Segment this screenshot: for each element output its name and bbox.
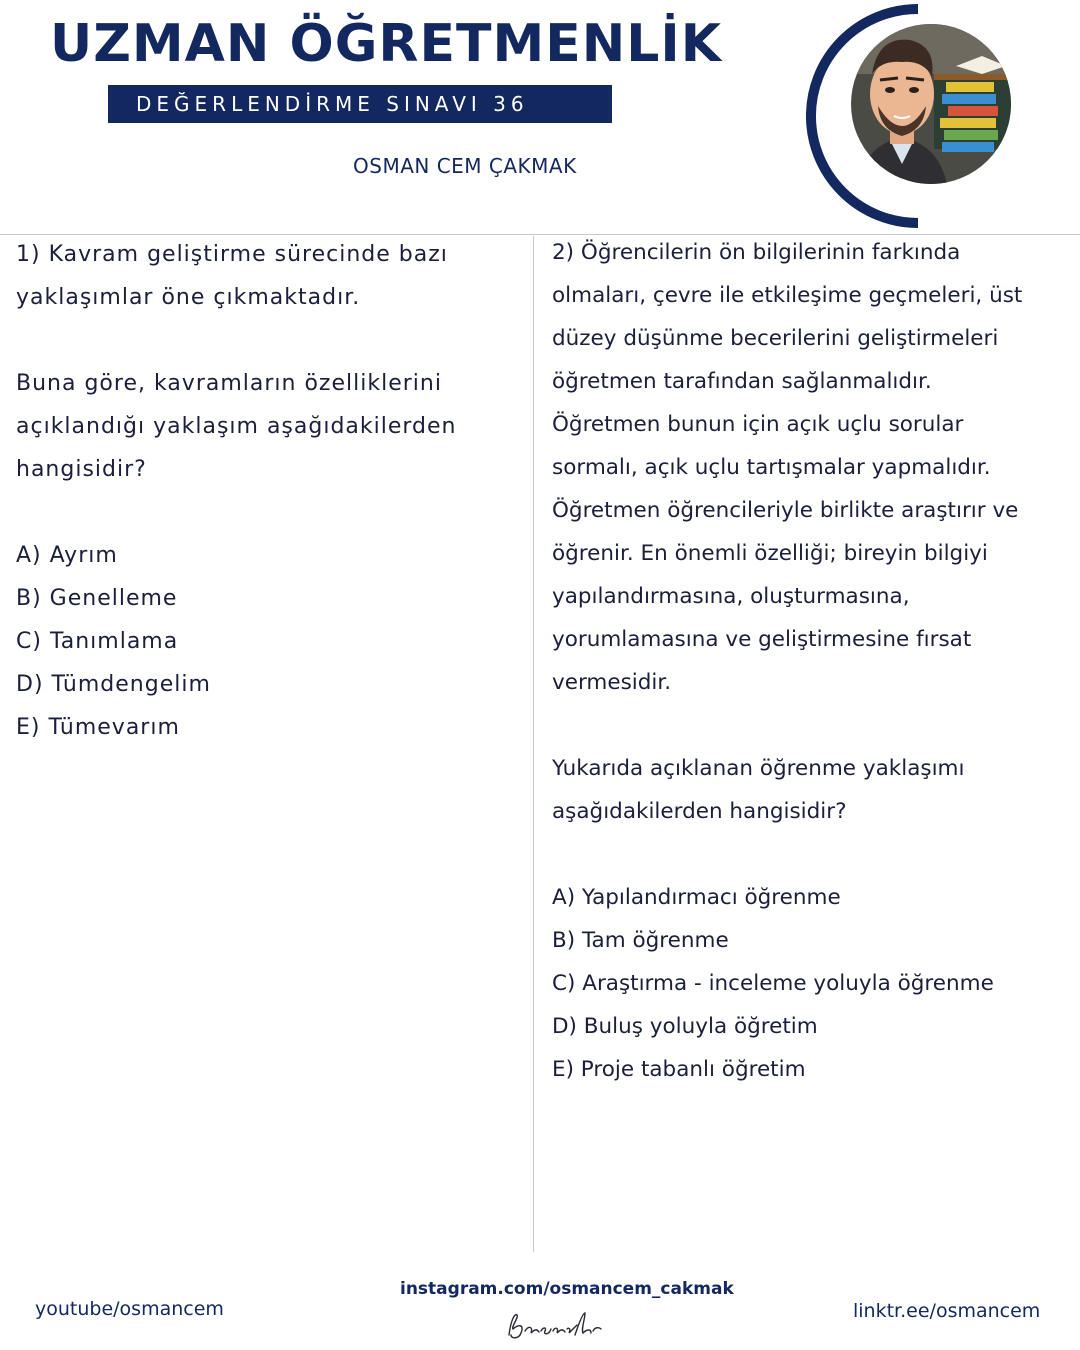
blank-line: [16, 319, 521, 362]
blank-line: [552, 833, 1072, 876]
question-2: [552, 231, 1072, 1091]
question-2-stem-line: vermesidir.: [552, 670, 672, 695]
question-2-stem-line: aşağıdakilerden hangisidir?: [552, 799, 847, 824]
handwritten-signature: [505, 1305, 605, 1345]
question-2-stem-line: Öğretmen bunun için açık uçlu sorular: [552, 412, 964, 437]
blank-line: [552, 704, 1072, 747]
question-1-stem-line: açıklandığı yaklaşım aşağıdakilerden: [16, 414, 457, 439]
question-2-option-c: C) Araştırma - inceleme yoluyla öğrenme: [552, 971, 994, 996]
instagram-link[interactable]: instagram.com/osmancem_cakmak: [400, 1279, 734, 1299]
question-2-option-d: D) Buluş yoluyla öğretim: [552, 1014, 818, 1039]
author-avatar: [806, 4, 1020, 228]
question-1-option-b: B) Genelleme: [16, 586, 178, 611]
blank-line: [16, 491, 521, 534]
page-title: UZMAN ÖĞRETMENLİK: [50, 14, 723, 74]
question-1-option-c: C) Tanımlama: [16, 629, 179, 654]
question-1-stem-line: 1) Kavram geliştirme sürecinde bazı: [16, 242, 448, 267]
question-1-option-a: A) Ayrım: [16, 543, 118, 568]
linktree-link[interactable]: linktr.ee/osmancem: [853, 1300, 1041, 1322]
column-divider: [533, 236, 534, 1252]
question-1-stem-line: Buna göre, kavramların özelliklerini: [16, 371, 442, 396]
question-2-stem-line: sormalı, açık uçlu tartışmalar yapmalıdır.: [552, 455, 991, 480]
question-2-stem-line: yapılandırmasına, oluşturmasına,: [552, 584, 910, 609]
question-2-stem-line: yorumlamasına ve geliştirmesine fırsat: [552, 627, 972, 652]
question-2-stem-line: Öğretmen öğrencileriyle birlikte araştırır ve: [552, 498, 1019, 523]
question-2-option-e: E) Proje tabanlı öğretim: [552, 1057, 806, 1082]
question-2-stem-line: öğretmen tarafından sağlanmalıdır.: [552, 369, 932, 394]
question-2-stem-line: Yukarıda açıklanan öğrenme yaklaşımı: [552, 756, 965, 781]
exam-subtitle-banner: DEĞERLENDİRME SINAVI 36: [108, 85, 612, 123]
question-2-option-b: B) Tam öğrenme: [552, 928, 729, 953]
question-2-stem-line: olmaları, çevre ile etkileşime geçmeleri, üst: [552, 283, 1023, 308]
question-1-stem-line: yaklaşımlar öne çıkmaktadır.: [16, 285, 361, 310]
author-name: OSMAN CEM ÇAKMAK: [353, 154, 577, 178]
question-1: [16, 233, 521, 749]
question-2-stem-line: düzey düşünme becerilerini geliştirmeleri: [552, 326, 999, 351]
youtube-link[interactable]: youtube/osmancem: [35, 1298, 224, 1320]
question-1-option-e: E) Tümevarım: [16, 715, 180, 740]
question-2-stem-line: 2) Öğrencilerin ön bilgilerinin farkında: [552, 240, 961, 265]
question-2-option-a: A) Yapılandırmacı öğrenme: [552, 885, 841, 910]
question-1-option-d: D) Tümdengelim: [16, 672, 211, 697]
question-1-stem-line: hangisidir?: [16, 457, 147, 482]
question-2-stem-line: öğrenir. En önemli özelliği; bireyin bilgiyi: [552, 541, 988, 566]
